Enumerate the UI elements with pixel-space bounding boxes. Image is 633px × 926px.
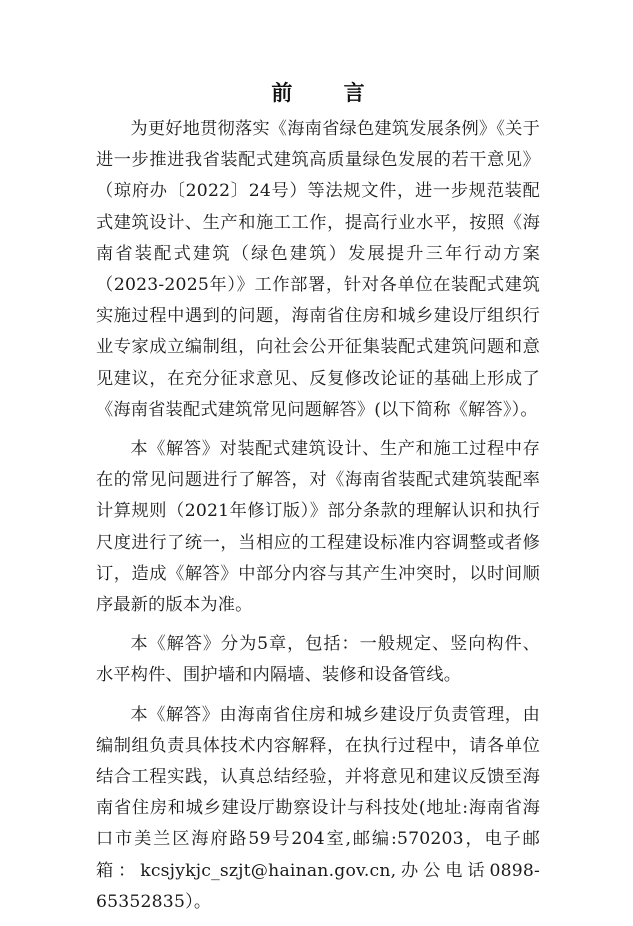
paragraph-contact: 本《解答》由海南省住房和城乡建设厅负责管理，由编制组负责具体技术内容解释，在执行过程中，请各单位结合工程实践，认真总结经验，并将意见和建议反馈至海南省住房和城乡建设厅勘察设计与科技处(地址:海南省海口市美兰区海府路59号204室,邮编:570203，电子邮箱：kcsjykjc_szjt@hainan.gov.cn,办公电话0898-65352835）。 xyxy=(96,704,540,912)
paragraph-purpose: 为更好地贯彻落实《海南省绿色建筑发展条例》《关于进一步推进我省装配式建筑高质量绿色发展的若干意见》（琼府办〔2022〕24号）等法规文件，进一步规范装配式建筑设计、生产和施工工作，提高行业水平，按照《海南省装配式建筑（绿色建筑）发展提升三年行动方案（2023-2025年）》工作部署，针对各单位在装配式建筑实施过程中遇到的问题，海南省住房和城乡建设厅组织行业专家成立编制组，向社会公开征集装配式建筑问题和意见建议，在充分征求意见、反复修改论证的基础上形成了《海南省装配式建筑常见问题解答》(以下简称《解答》）。 xyxy=(96,119,540,420)
paragraph-scope: 本《解答》对装配式建筑设计、生产和施工过程中存在的常见问题进行了解答，对《海南省装配式建筑装配率计算规则（2021年修订版）》部分条款的理解认识和执行尺度进行了统一，当相应的工程建设标准内容调整或者修订，造成《解答》中部分内容与其产生冲突时，以时间顺序最新的版本为准。 xyxy=(96,439,540,616)
page-title: 前 言 xyxy=(271,81,387,105)
document-page xyxy=(96,78,540,926)
paragraph-chapters: 本《解答》分为5章，包括：一般规定、竖向构件、水平构件、围护墙和内隔墙、装修和设备管线。 xyxy=(96,634,540,686)
